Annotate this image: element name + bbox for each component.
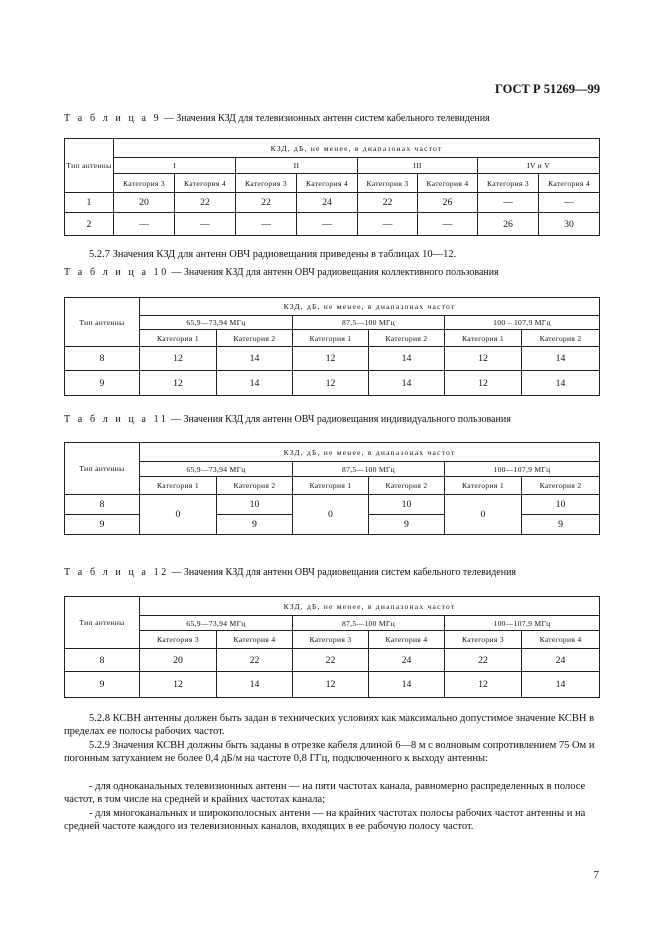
table10-caption xyxy=(64,267,499,278)
table12-group-header: КЗД, дБ, не менее, в диапазонах частот xyxy=(140,597,600,616)
table12-cell: 12 xyxy=(293,672,369,698)
table9-row-type: 2 xyxy=(65,213,114,236)
table9-category: Категория 3 xyxy=(358,174,418,193)
table9-caption-text: — Значения КЗД для телевизионных антенн систем кабельного телевидения xyxy=(161,113,490,124)
table9-cell: — xyxy=(297,213,358,236)
table10-category: Категория 1 xyxy=(140,330,217,347)
table11-category: Категория 1 xyxy=(445,477,522,495)
table10-band: 65,9—73,94 МГц xyxy=(140,316,293,330)
table9-category: Категория 4 xyxy=(297,174,358,193)
table10-cell: 14 xyxy=(369,371,445,396)
table12-cell: 12 xyxy=(445,672,522,698)
table9-category: Категория 4 xyxy=(418,174,478,193)
paragraph-5-2-9: 5.2.9 Значения КСВН должны быть заданы в отрезке кабеля длиной 6—8 м с волновым сопротивлением 75 Ом и погонным затуханием не более 0,4 дБ/м на частоте 0,8 ГГц, подключенного к выходу антенны: xyxy=(64,740,595,765)
table12-band: 100—107,9 МГц xyxy=(445,616,600,631)
table9-category: Категория 4 xyxy=(539,174,600,193)
table9-cell: — xyxy=(114,213,175,236)
table12-cell: 20 xyxy=(140,649,217,672)
table11 xyxy=(64,442,600,535)
table9-caption xyxy=(64,113,490,124)
table11-row-type: 9 xyxy=(65,515,140,535)
table10-category: Категория 1 xyxy=(293,330,369,347)
table11-caption xyxy=(64,414,511,425)
table12-row-type: 9 xyxy=(65,672,140,698)
table10-caption-prefix: Т а б л и ц а 10 xyxy=(64,267,169,278)
table9-band: III xyxy=(358,158,478,174)
paragraph-5-2-7: 5.2.7 Значения КЗД для антенн ОВЧ радиовещания приведены в таблицах 10—12. xyxy=(89,249,457,260)
table11-band: 87,5—100 МГц xyxy=(293,462,445,477)
table10-band: 100 – 107,9 МГц xyxy=(445,316,600,330)
table10-category: Категория 2 xyxy=(522,330,600,347)
table12-band: 65,9—73,94 МГц xyxy=(140,616,293,631)
table9-category: Категория 3 xyxy=(114,174,175,193)
table12-category: Категория 3 xyxy=(445,631,522,649)
table11-category: Категория 1 xyxy=(140,477,217,495)
table10-cell: 12 xyxy=(293,347,369,371)
table11-category: Категория 2 xyxy=(522,477,600,495)
table11-caption-prefix: Т а б л и ц а 11 xyxy=(64,414,169,425)
table11-category: Категория 2 xyxy=(217,477,293,495)
table9-cell: — xyxy=(358,213,418,236)
table12-col-type-header: Тип антенны xyxy=(65,597,140,649)
table11-merged-cell: 0 xyxy=(445,495,522,535)
table11-row-type: 8 xyxy=(65,495,140,515)
table9-cell: 30 xyxy=(539,213,600,236)
table12-row-type: 8 xyxy=(65,649,140,672)
table9-cell: — xyxy=(175,213,236,236)
table9-cell: 22 xyxy=(358,193,418,213)
table9-cell: — xyxy=(418,213,478,236)
table9-cell: — xyxy=(539,193,600,213)
table10-cell: 12 xyxy=(445,371,522,396)
table12-cell: 14 xyxy=(522,672,600,698)
table11-category: Категория 2 xyxy=(369,477,445,495)
table12-category: Категория 4 xyxy=(522,631,600,649)
table11-cell: 10 xyxy=(369,495,445,515)
table11-merged-cell: 0 xyxy=(140,495,217,535)
table9-cell: 22 xyxy=(175,193,236,213)
table10-cell: 14 xyxy=(522,371,600,396)
table10-cell: 12 xyxy=(140,347,217,371)
table10-category: Категория 1 xyxy=(445,330,522,347)
list-item: - для одноканальных телевизионных антенн — на пяти частотах канала, равномерно распределенных в полосе частот, в том числе на средней и крайних частотах канала; xyxy=(64,781,586,806)
table10-cell: 14 xyxy=(217,371,293,396)
table10-cell: 14 xyxy=(369,347,445,371)
table9-cell: 24 xyxy=(297,193,358,213)
table12-caption xyxy=(64,567,516,578)
table11-cell: 10 xyxy=(217,495,293,515)
table10-cell: 12 xyxy=(293,371,369,396)
table10 xyxy=(64,297,600,396)
table12-category: Категория 3 xyxy=(293,631,369,649)
table11-band: 100—107,9 МГц xyxy=(445,462,600,477)
table10-category: Категория 2 xyxy=(369,330,445,347)
page-number: 7 xyxy=(593,869,599,881)
table9-caption-prefix: Т а б л и ц а 9 xyxy=(64,113,162,124)
table11-cell: 9 xyxy=(522,515,600,535)
table10-cell: 12 xyxy=(445,347,522,371)
table9-group-header: КЗД, дБ, не менее, в диапазонах частот xyxy=(114,139,600,158)
table12-cell: 14 xyxy=(217,672,293,698)
table12-cell: 24 xyxy=(369,649,445,672)
table9-cell: 26 xyxy=(418,193,478,213)
table11-group-header: КЗД, дБ, не менее, в диапазонах частот xyxy=(140,443,600,462)
table12 xyxy=(64,596,600,698)
table10-band: 87,5—100 МГц xyxy=(293,316,445,330)
table12-band: 87,5—100 МГц xyxy=(293,616,445,631)
table11-cell: 9 xyxy=(369,515,445,535)
table12-cell: 14 xyxy=(369,672,445,698)
table9-cell: — xyxy=(236,213,297,236)
table10-group-header: КЗД, дБ, не менее, в диапазонах частот xyxy=(140,298,600,316)
table11-merged-cell: 0 xyxy=(293,495,369,535)
table12-category: Категория 4 xyxy=(217,631,293,649)
table12-caption-prefix: Т а б л и ц а 12 xyxy=(64,567,169,578)
table10-cell: 12 xyxy=(140,371,217,396)
table12-cell: 12 xyxy=(140,672,217,698)
table9-category: Категория 4 xyxy=(175,174,236,193)
table10-caption-text: — Значения КЗД для антенн ОВЧ радиовещания коллективного пользования xyxy=(168,267,499,278)
table9-col-type-header: Тип антенны xyxy=(65,139,114,193)
list-item: - для многоканальных и широкополосных антенн — на крайних частотах полосы рабочих частот антенны и на средней частоте каждого из телевизионных каналов, входящих в ее рабочую полосу частот. xyxy=(64,808,586,833)
table11-col-type-header: Тип антенны xyxy=(65,443,140,495)
document-code: ГОСТ Р 51269—99 xyxy=(494,82,600,96)
table9-cell: — xyxy=(478,193,539,213)
table10-cell: 14 xyxy=(522,347,600,371)
table9-band: I xyxy=(114,158,236,174)
table9-band: IV и V xyxy=(478,158,600,174)
table11-category: Категория 1 xyxy=(293,477,369,495)
table9-cell: 20 xyxy=(114,193,175,213)
table11-cell: 10 xyxy=(522,495,600,515)
table10-category: Категория 2 xyxy=(217,330,293,347)
table12-cell: 22 xyxy=(445,649,522,672)
table9-category: Категория 3 xyxy=(478,174,539,193)
paragraph-5-2-8: 5.2.8 КСВН антенны должен быть задан в технических условиях как максимально допустимое значение КСВН в пределах ее полосы рабочих частот. xyxy=(64,713,595,738)
table10-cell: 14 xyxy=(217,347,293,371)
table12-cell: 22 xyxy=(217,649,293,672)
table9 xyxy=(64,138,600,236)
table10-col-type-header: Тип антенны xyxy=(65,298,140,347)
table12-caption-text: — Значения КЗД для антенн ОВЧ радиовещания систем кабельного телевидения xyxy=(168,567,517,578)
table9-band: II xyxy=(236,158,358,174)
table9-row-type: 1 xyxy=(65,193,114,213)
table11-cell: 9 xyxy=(217,515,293,535)
table11-caption-text: — Значения КЗД для антенн ОВЧ радиовещания индивидуального пользования xyxy=(168,414,511,425)
table11-band: 65,9—73,94 МГц xyxy=(140,462,293,477)
table12-cell: 24 xyxy=(522,649,600,672)
table10-row-type: 8 xyxy=(65,347,140,371)
table9-cell: 22 xyxy=(236,193,297,213)
table10-row-type: 9 xyxy=(65,371,140,396)
table12-cell: 22 xyxy=(293,649,369,672)
table12-category: Категория 4 xyxy=(369,631,445,649)
table9-cell: 26 xyxy=(478,213,539,236)
table12-category: Категория 3 xyxy=(140,631,217,649)
table9-category: Категория 3 xyxy=(236,174,297,193)
